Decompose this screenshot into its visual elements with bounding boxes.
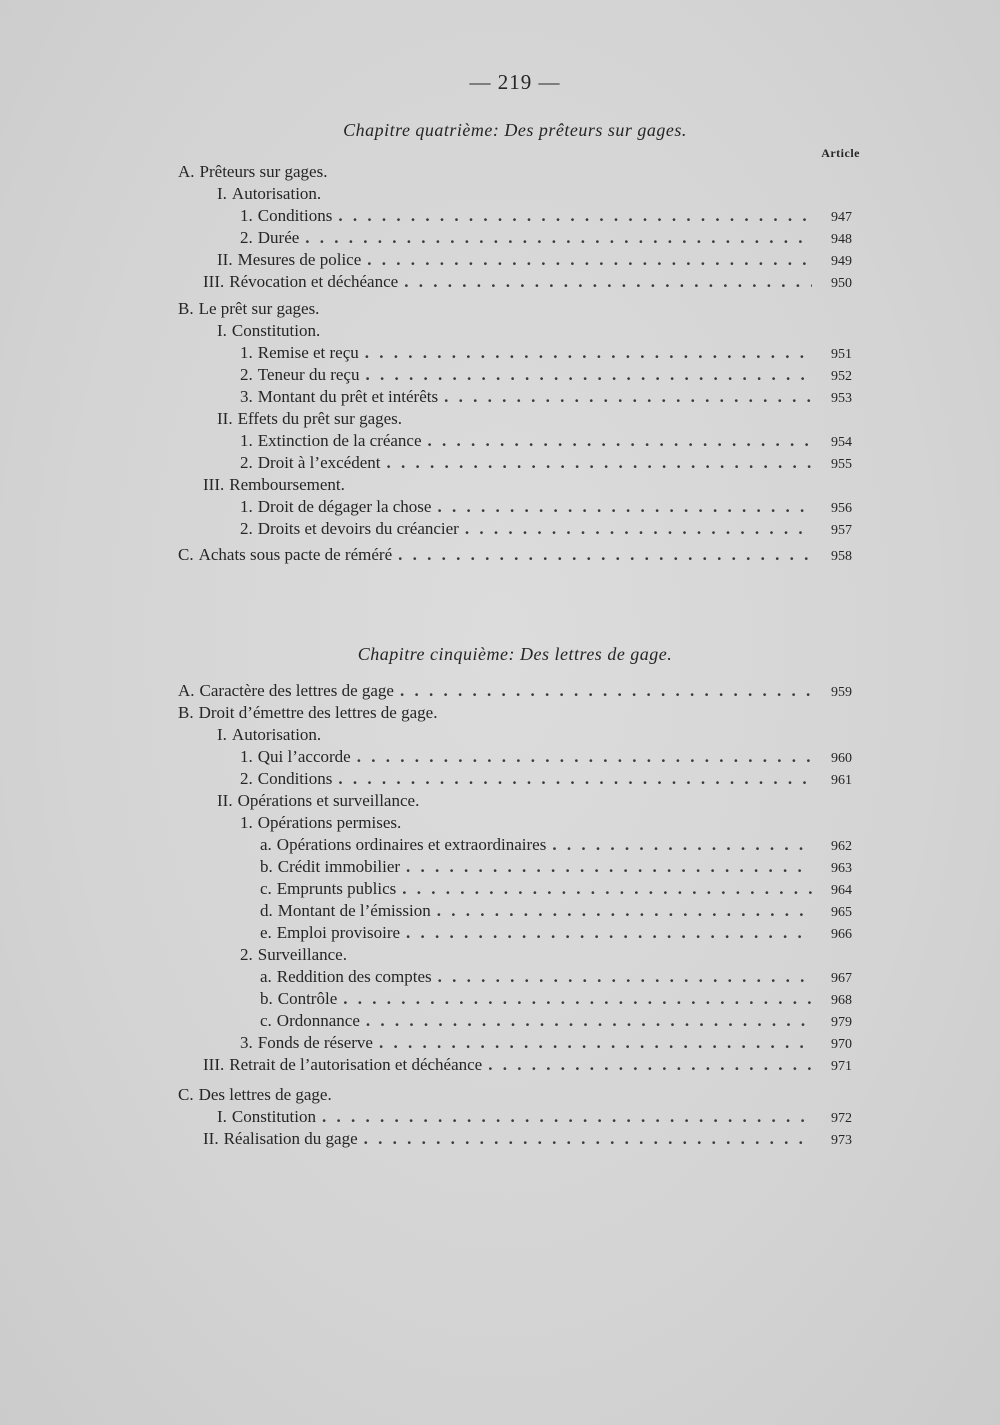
entry-label: Prêteurs sur gages. bbox=[199, 162, 328, 181]
entry-label: Remise et reçu bbox=[257, 343, 359, 362]
toc-entry bbox=[240, 452, 852, 474]
entry-label: Teneur du reçu bbox=[257, 365, 360, 384]
entry-marker: III. bbox=[203, 272, 225, 291]
entry-label: Qui l’accorde bbox=[257, 747, 351, 766]
toc-entry bbox=[178, 544, 852, 566]
dot-leader bbox=[444, 386, 812, 408]
entry-label: Droit à l’excédent bbox=[257, 453, 381, 472]
entry-marker: 2. bbox=[240, 453, 253, 472]
toc-entry bbox=[260, 834, 852, 856]
entry-marker: 2. bbox=[240, 228, 253, 247]
entry-marker: 3. bbox=[240, 1033, 253, 1052]
entry-marker: I. bbox=[217, 1107, 227, 1126]
toc-entry bbox=[203, 1128, 852, 1150]
entry-marker: e. bbox=[260, 923, 272, 942]
entry-marker: II. bbox=[217, 250, 233, 269]
article-number: 964 bbox=[831, 883, 852, 898]
toc-entry bbox=[240, 205, 852, 227]
page-number: — 219 — bbox=[469, 70, 561, 94]
entry-label: Remboursement. bbox=[229, 475, 345, 494]
toc-entry bbox=[260, 922, 852, 944]
toc-entry bbox=[217, 249, 852, 271]
entry-label: Opérations ordinaires et extraordinaires bbox=[276, 835, 547, 854]
toc-entry bbox=[240, 227, 852, 249]
entry-marker: c. bbox=[260, 1011, 272, 1030]
dot-leader bbox=[552, 834, 812, 856]
dot-leader bbox=[488, 1054, 812, 1076]
toc-entry bbox=[178, 161, 698, 183]
dot-leader bbox=[400, 680, 812, 702]
article-number: 962 bbox=[831, 839, 852, 854]
article-number: 963 bbox=[831, 861, 852, 876]
article-number: 970 bbox=[831, 1037, 852, 1052]
entry-marker: 1. bbox=[240, 497, 253, 516]
toc-entry bbox=[178, 702, 698, 724]
toc-entry bbox=[217, 790, 737, 812]
entry-marker: I. bbox=[217, 321, 227, 340]
toc-entry bbox=[240, 768, 852, 790]
entry-marker: 1. bbox=[240, 431, 253, 450]
toc-entry bbox=[178, 298, 698, 320]
toc-entry bbox=[217, 724, 737, 746]
dot-leader bbox=[406, 856, 812, 878]
toc-entry bbox=[240, 746, 852, 768]
entry-marker: d. bbox=[260, 901, 273, 920]
entry-label: Reddition des comptes bbox=[276, 967, 432, 986]
toc-entry bbox=[240, 430, 852, 452]
entry-marker: 2. bbox=[240, 519, 253, 538]
entry-marker: II. bbox=[203, 1129, 219, 1148]
entry-label: Réalisation du gage bbox=[223, 1129, 358, 1148]
dot-leader bbox=[364, 1128, 812, 1150]
entry-marker: 2. bbox=[240, 769, 253, 788]
entry-label: Mesures de police bbox=[237, 250, 362, 269]
entry-label: Effets du prêt sur gages. bbox=[237, 409, 403, 428]
toc-entry bbox=[178, 680, 852, 702]
article-number: 965 bbox=[831, 905, 852, 920]
toc-entry bbox=[260, 966, 852, 988]
toc-entry bbox=[240, 364, 852, 386]
entry-marker: C. bbox=[178, 1085, 194, 1104]
entry-label: Retrait de l’autorisation et déchéance bbox=[229, 1055, 483, 1074]
dot-leader bbox=[338, 768, 812, 790]
column-header-article: Article bbox=[821, 146, 860, 160]
entry-label: Opérations et surveillance. bbox=[237, 791, 420, 810]
toc-entry bbox=[240, 518, 852, 540]
entry-marker: 1. bbox=[240, 813, 253, 832]
article-number: 948 bbox=[831, 232, 852, 247]
entry-label: Le prêt sur gages. bbox=[198, 299, 320, 318]
entry-marker: B. bbox=[178, 299, 194, 318]
dot-leader bbox=[379, 1032, 812, 1054]
entry-marker: a. bbox=[260, 835, 272, 854]
toc-entry bbox=[240, 812, 760, 834]
dot-leader bbox=[386, 452, 812, 474]
entry-label: Conditions bbox=[257, 769, 333, 788]
entry-marker: 1. bbox=[240, 343, 253, 362]
article-number: 959 bbox=[831, 685, 852, 700]
chapter-title: Chapitre quatrième: Des prêteurs sur gages. bbox=[343, 120, 687, 140]
toc-entry bbox=[240, 496, 852, 518]
toc-entry bbox=[240, 944, 760, 966]
article-number: 950 bbox=[831, 276, 852, 291]
article-number: 956 bbox=[831, 501, 852, 516]
article-number: 952 bbox=[831, 369, 852, 384]
article-number: 960 bbox=[831, 751, 852, 766]
toc-entry bbox=[240, 1032, 852, 1054]
entry-label: Montant de l’émission bbox=[277, 901, 431, 920]
toc-entry bbox=[217, 320, 737, 342]
entry-marker: b. bbox=[260, 989, 273, 1008]
entry-label: Montant du prêt et intérêts bbox=[257, 387, 439, 406]
toc-entry bbox=[260, 878, 852, 900]
chapter-title: Chapitre cinquième: Des lettres de gage. bbox=[357, 644, 673, 664]
dot-leader bbox=[322, 1106, 812, 1128]
entry-label: Ordonnance bbox=[276, 1011, 360, 1030]
entry-label: Conditions bbox=[257, 206, 333, 225]
article-number: 973 bbox=[831, 1133, 852, 1148]
article-number: 961 bbox=[831, 773, 852, 788]
article-number: 972 bbox=[831, 1111, 852, 1126]
entry-marker: C. bbox=[178, 545, 194, 564]
entry-label: Extinction de la créance bbox=[257, 431, 422, 450]
entry-marker: A. bbox=[178, 162, 195, 181]
article-number: 951 bbox=[831, 347, 852, 362]
article-number: 958 bbox=[831, 549, 852, 564]
entry-marker: 1. bbox=[240, 747, 253, 766]
entry-marker: 3. bbox=[240, 387, 253, 406]
entry-marker: III. bbox=[203, 1055, 225, 1074]
dot-leader bbox=[365, 342, 812, 364]
toc-entry bbox=[260, 900, 852, 922]
entry-label: Fonds de réserve bbox=[257, 1033, 373, 1052]
dot-leader bbox=[367, 249, 812, 271]
article-number: 968 bbox=[831, 993, 852, 1008]
article-number: 955 bbox=[831, 457, 852, 472]
entry-marker: III. bbox=[203, 475, 225, 494]
entry-marker: A. bbox=[178, 681, 195, 700]
entry-label: Droits et devoirs du créancier bbox=[257, 519, 459, 538]
toc-entry bbox=[217, 183, 737, 205]
article-number: 949 bbox=[831, 254, 852, 269]
dot-leader bbox=[406, 922, 812, 944]
article-number: 967 bbox=[831, 971, 852, 986]
dot-leader bbox=[404, 271, 812, 293]
entry-label: Emprunts publics bbox=[276, 879, 397, 898]
entry-marker: 1. bbox=[240, 206, 253, 225]
toc-entry bbox=[260, 856, 852, 878]
entry-label: Des lettres de gage. bbox=[198, 1085, 332, 1104]
toc-entry bbox=[217, 1106, 852, 1128]
dot-leader bbox=[428, 430, 812, 452]
entry-marker: 2. bbox=[240, 945, 253, 964]
toc-entry bbox=[203, 474, 723, 496]
article-number: 953 bbox=[831, 391, 852, 406]
toc-entry bbox=[240, 386, 852, 408]
entry-marker: 2. bbox=[240, 365, 253, 384]
article-number: 947 bbox=[831, 210, 852, 225]
entry-label: Durée bbox=[257, 228, 300, 247]
entry-label: Autorisation. bbox=[231, 184, 322, 203]
entry-label: Contrôle bbox=[277, 989, 338, 1008]
entry-label: Droit d’émettre des lettres de gage. bbox=[198, 703, 438, 722]
entry-marker: II. bbox=[217, 791, 233, 810]
entry-label: Achats sous pacte de réméré bbox=[198, 545, 393, 564]
entry-label: Droit de dégager la chose bbox=[257, 497, 432, 516]
entry-marker: II. bbox=[217, 409, 233, 428]
dot-leader bbox=[338, 205, 812, 227]
toc-entry bbox=[240, 342, 852, 364]
dot-leader bbox=[343, 988, 812, 1010]
entry-marker: c. bbox=[260, 879, 272, 898]
entry-marker: B. bbox=[178, 703, 194, 722]
dot-leader bbox=[438, 966, 812, 988]
entry-label: Autorisation. bbox=[231, 725, 322, 744]
dot-leader bbox=[465, 518, 812, 540]
dot-leader bbox=[437, 900, 812, 922]
toc-entry bbox=[203, 1054, 852, 1076]
dot-leader bbox=[398, 544, 812, 566]
entry-marker: I. bbox=[217, 725, 227, 744]
entry-marker: b. bbox=[260, 857, 273, 876]
entry-label: Emploi provisoire bbox=[276, 923, 401, 942]
article-number: 954 bbox=[831, 435, 852, 450]
toc-entry bbox=[178, 1084, 698, 1106]
toc-entry bbox=[203, 271, 852, 293]
dot-leader bbox=[366, 1010, 812, 1032]
entry-label: Opérations permises. bbox=[257, 813, 402, 832]
entry-label: Constitution. bbox=[231, 321, 321, 340]
dot-leader bbox=[365, 364, 812, 386]
dot-leader bbox=[437, 496, 812, 518]
article-number: 957 bbox=[831, 523, 852, 538]
article-number: 971 bbox=[831, 1059, 852, 1074]
dot-leader bbox=[305, 227, 812, 249]
article-number: 979 bbox=[831, 1015, 852, 1030]
dot-leader bbox=[402, 878, 812, 900]
toc-entry bbox=[260, 1010, 852, 1032]
toc-entry bbox=[260, 988, 852, 1010]
toc-entry bbox=[217, 408, 737, 430]
entry-label: Surveillance. bbox=[257, 945, 347, 964]
entry-label: Constitution bbox=[231, 1107, 316, 1126]
entry-marker: I. bbox=[217, 184, 227, 203]
entry-label: Crédit immobilier bbox=[277, 857, 401, 876]
dot-leader bbox=[357, 746, 812, 768]
entry-marker: a. bbox=[260, 967, 272, 986]
entry-label: Caractère des lettres de gage bbox=[199, 681, 394, 700]
entry-label: Révocation et déchéance bbox=[229, 272, 399, 291]
article-number: 966 bbox=[831, 927, 852, 942]
